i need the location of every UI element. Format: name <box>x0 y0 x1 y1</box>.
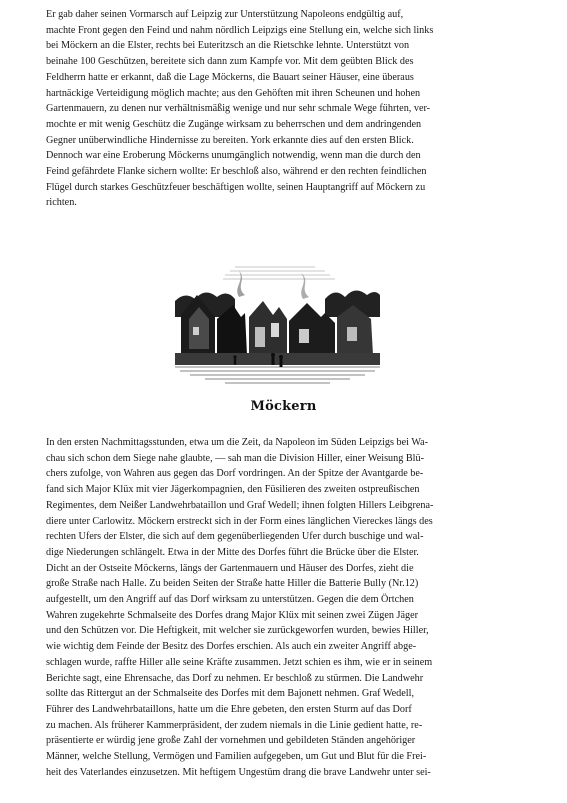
text-line: mochte er mit wenig Geschütz die Zugänge wirksam zu beherrschen und dem andringenden <box>46 118 422 130</box>
text-line: Flügel durch starkes Geschützfeuer beschäftigen wollte, seinen Hauptangriff auf Möckern zu <box>46 181 426 193</box>
illustration-caption: Möckern <box>250 399 317 414</box>
text-line: diere unter Carlowitz. Möckern erstreckt sich in der Form eines länglichen Viereckes längs des <box>46 515 433 527</box>
paragraph-1 <box>46 7 526 211</box>
text-line: Gegner unüberwindliche Hindernisse zu bereiten. York erkannte dies auf den ersten Blick. <box>46 134 414 146</box>
text-line: präsentierte er würdig jene große Zahl der vornehmen und gebildeten Ständen angehöriger <box>46 735 416 747</box>
text-line: beinahe 100 Geschützen, bereitete sich dann zum Kampfe vor. Mit dem geübten Blick des <box>46 56 414 68</box>
text-line: Dicht an der Ostseite Möckerns, längs der Gartenmauern und Häuser des Dorfes, zieht die <box>46 562 414 574</box>
text-line: richten. <box>46 197 77 209</box>
text-line: Feind gefährdete Flanke sichern wollte: Er beschloß also, während er den rechten feindlichen <box>46 166 427 178</box>
text-line: fand sich Major Klüx mit vier Jägerkompagnien, den Füsilieren des zweiten ostpreußischen <box>46 484 420 496</box>
text-line: Führer des Landwehrbataillons, hatte um die Ehre gebeten, den ersten Sturm auf das Dorf <box>46 703 412 715</box>
text-line: Regimentes, dem Neißer Landwehrbataillon und Graf Wedell; ihnen folgten Hillers Leibgrena- <box>46 499 434 511</box>
village-ruins-engraving <box>175 257 380 392</box>
text-line: dige Niederungen schlängelt. Etwa in der Mitte des Dorfes führt die Brücke über die Elster. <box>46 546 419 558</box>
text-line: bei Möckern an die Elster, rechts bei Euteritzsch an die Rietschke lehnte. Unterstützt von <box>46 40 410 52</box>
text-line: aufgestellt, um den Angriff auf das Dorf wirksam zu unterstützen. Gegen die dem Örtchen <box>46 594 414 606</box>
text-line: sollte das Rittergut an der Schmalseite des Dorfes mit dem Bajonett nehmen. Graf Wedell, <box>46 688 415 700</box>
text-line: chers zufolge, von Wahren aus gegen das Dorf vordringen. An der Spitze der Avantgarde be- <box>46 468 424 480</box>
text-line: Feldherrn hatte er erkannt, daß die Lage Möckerns, die Bauart seiner Häuser, eine überaus <box>46 71 414 83</box>
text-line: Er gab daher seinen Vormarsch auf Leipzig zur Unterstützung Napoleons endgültig auf, <box>46 9 404 20</box>
text-line: Berichte sagt, eine Ehrensache, das Dorf zu nehmen. Er beschloß zu stürmen. Die Landwehr <box>46 672 424 684</box>
paragraph-2 <box>46 435 526 780</box>
text-line: zu machen. Als früherer Kammerpräsident, der zudem niemals in die Linie gedient hatte, re- <box>46 719 423 731</box>
text-line: Wahren zugekehrte Schmalseite des Dorfes drang Major Klüx mit seinen zwei Zügen Jäger <box>46 609 419 621</box>
text-line: hartnäckige Verteidigung möglich machte; aus den Gehöften mit ihren Scheunen und hohen <box>46 87 421 99</box>
text-line: rechten Ufers der Elster, die sich auf dem gegenüberliegenden Ufer durch buschige und wal- <box>46 531 424 543</box>
text-line: Gartenmauern, zu denen nur verhältnismäßig wenige und nur sehr schmale Wege führten, ver- <box>46 103 431 115</box>
text-line: und den Schützen vor. Die Heftigkeit, mit welcher sie zurückgeworfen wurden, bewies Hiller, <box>46 625 429 637</box>
text-line: machte Front gegen den Feind und nahm nördlich Leipzigs eine Stellung ein, welche sich links <box>46 24 434 36</box>
text-line: chau sich schon dem Siege nahe glaubte, — sah man die Division Hiller, einer Weisung Blü- <box>46 452 424 464</box>
text-line: wie wichtig dem Feinde der Besitz des Dorfes erschien. Als auch ein zweiter Angriff abge- <box>46 641 417 653</box>
text-line: heit des Vaterlandes einzusetzen. Mit heftigem Ungestüm drang die brave Landwehr unter sei- <box>46 766 431 778</box>
text-line: Dennoch war eine Eroberung Möckerns unumgänglich notwendig, wenn man die durch den <box>46 150 421 162</box>
text-line: Männer, welche Stellung, Vermögen und Familien aufgegeben, um Gut und Blut für die Frei- <box>46 751 427 763</box>
text-line: In den ersten Nachmittagsstunden, etwa um die Zeit, da Napoleon im Süden Leipzigs bei Wa- <box>46 437 429 448</box>
text-line: große Straße nach Halle. Zu beiden Seiten der Straße hatte Hiller die Batterie Bully (Nr.12) <box>46 578 419 590</box>
text-line: schlagen wurde, raffte Hiller alle seine Kräfte zusammen. Jetzt schien es ihm, wie er in seinem <box>46 656 433 668</box>
